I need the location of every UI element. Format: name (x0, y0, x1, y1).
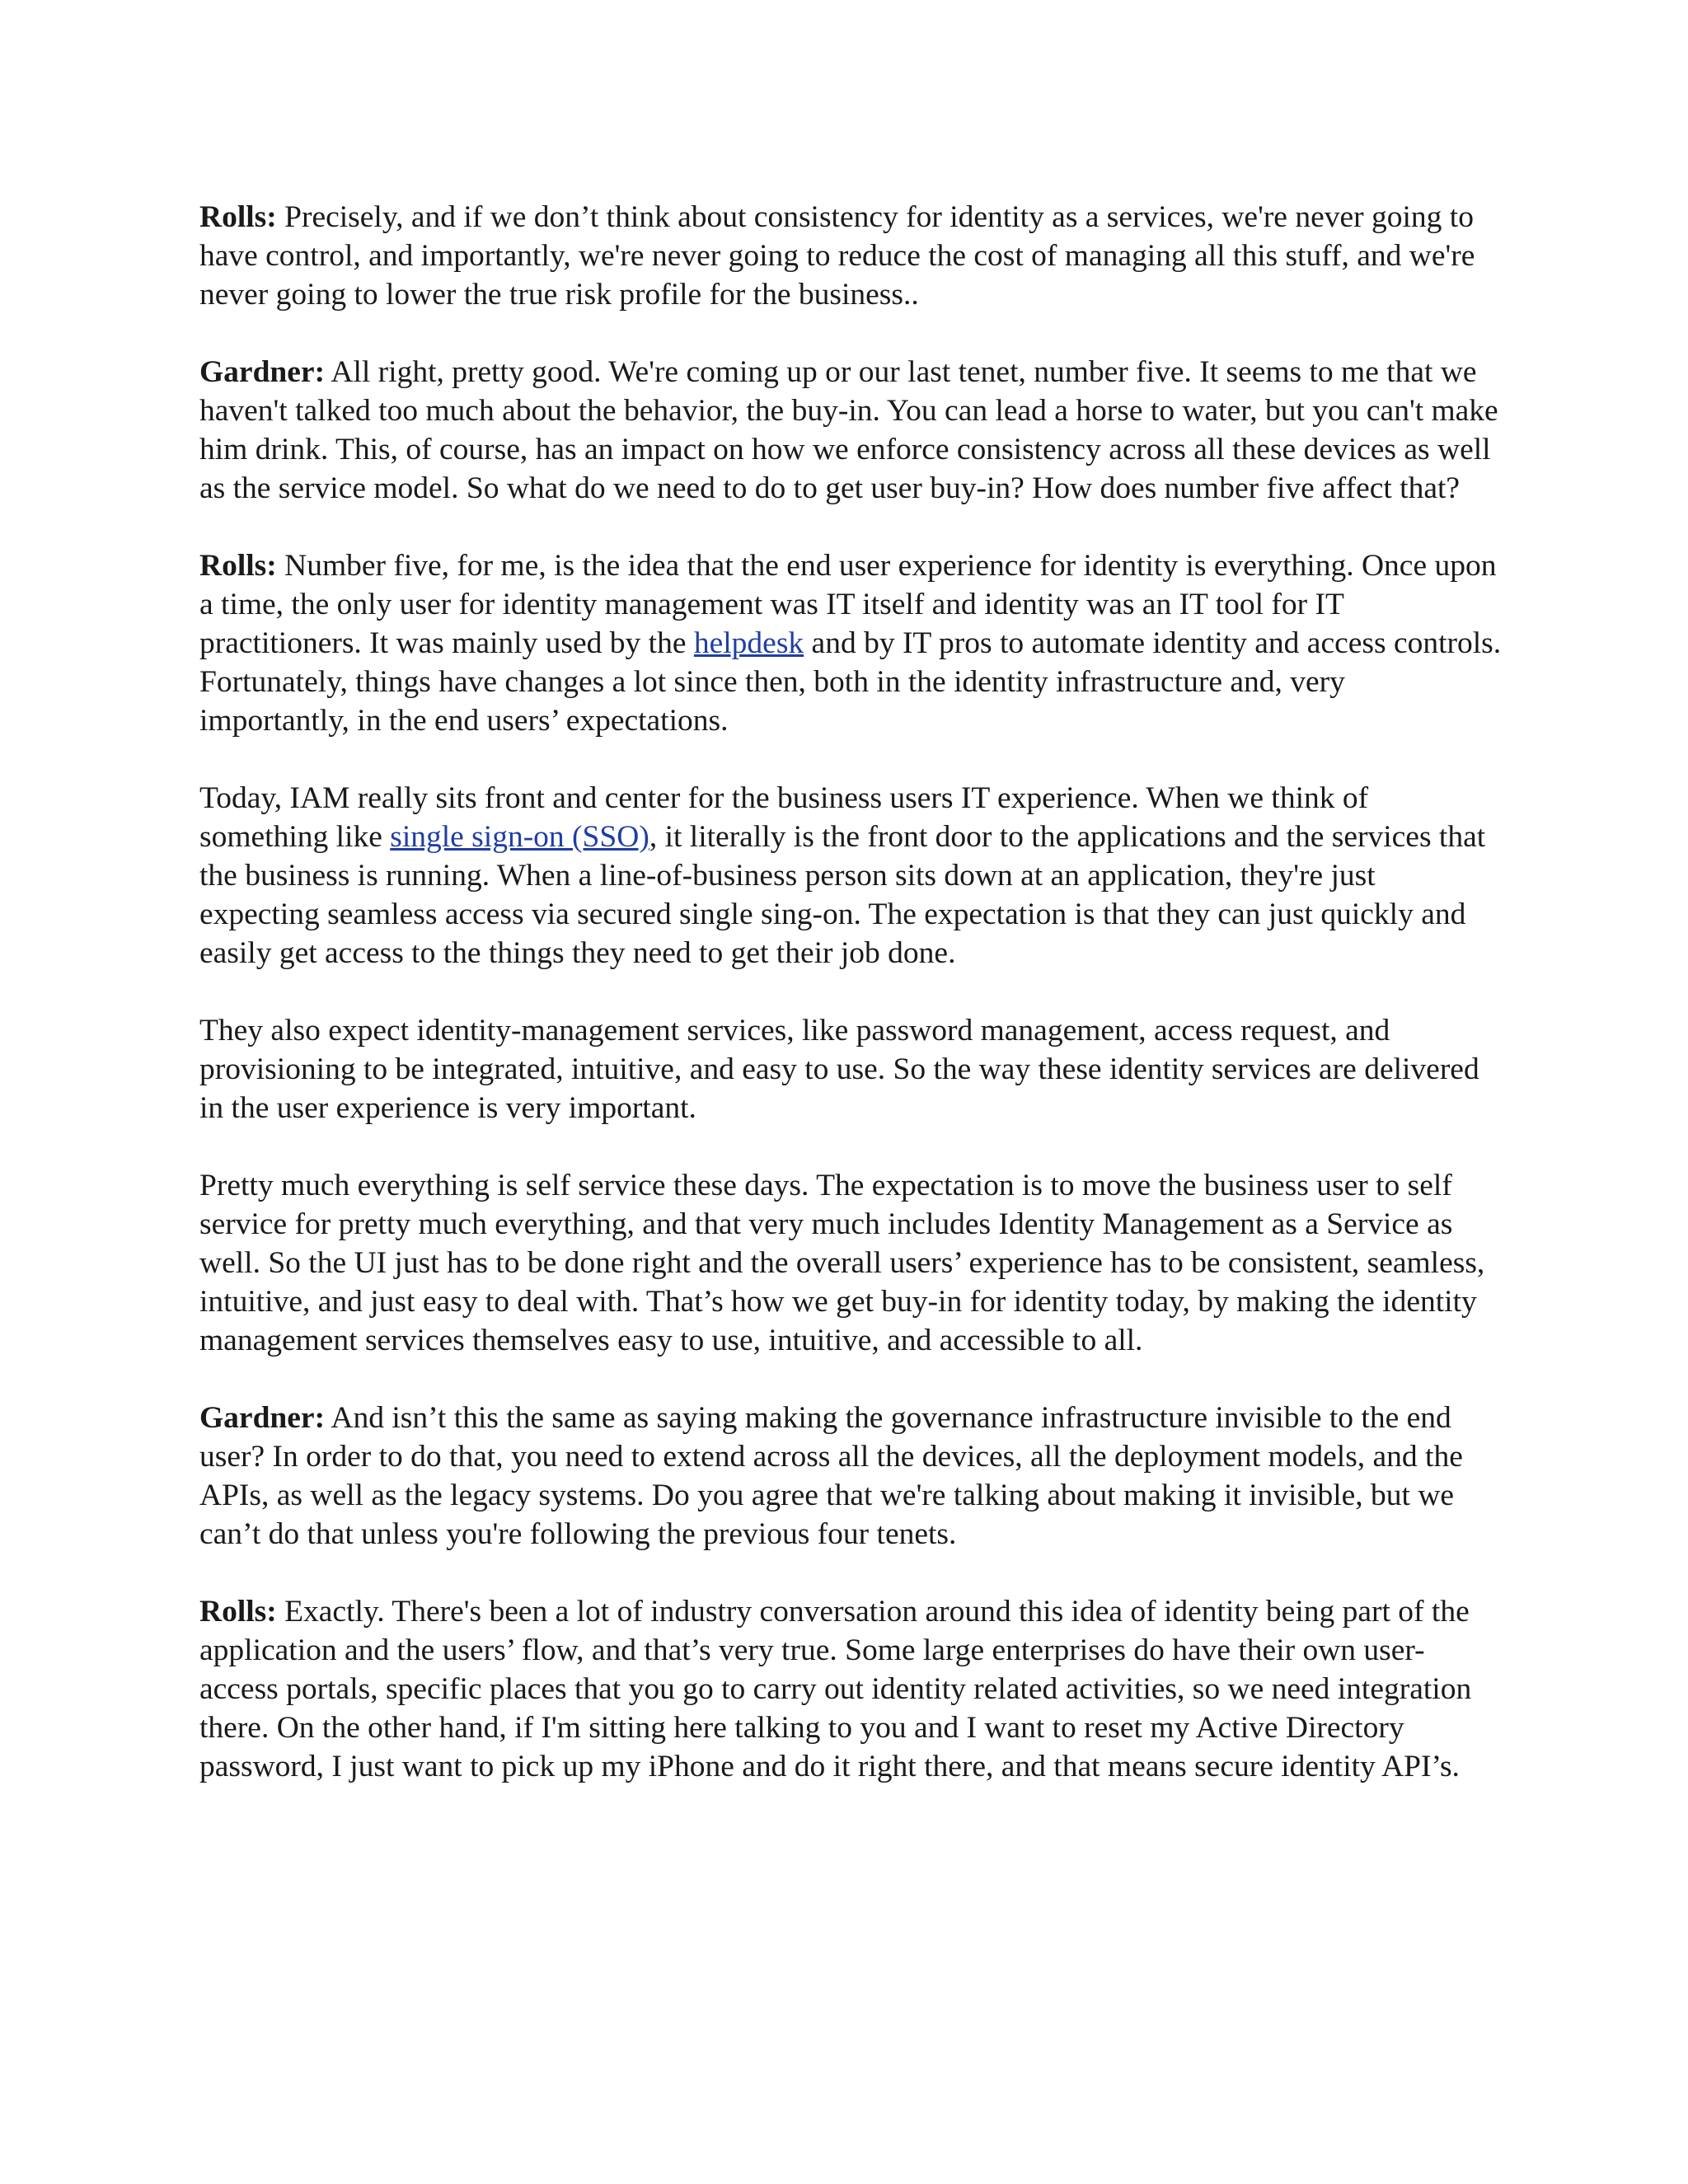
paragraph-text: Exactly. There's been a lot of industry conversation around this idea of identity being part of the application and the users’ flow, and that’s very true. Some large enterprises do have their own user-access portals, specific places that you go to carry out identity related activities, so we need integration there. On the other hand, if I'm sitting here talking to you and I want to reset my Active Directory password, I just want to pick up my iPhone and do it right there, and that means secure identity API’s. (199, 1595, 1472, 1783)
paragraph-2 (199, 353, 1502, 508)
paragraph-text: They also expect identity-management services, like password management, access request, and provisioning to be integrated, intuitive, and easy to use. So the way these identity services are delivered in the user experience is very important. (199, 1014, 1479, 1125)
paragraph-1 (199, 198, 1502, 314)
speaker-label: Rolls: (199, 1595, 277, 1629)
document-page (199, 198, 1502, 1825)
paragraph-text: and by IT pros to automate identity and access controls. Fortunately, things have changes a lot since then, both in the identity infrastructure and, very importantly, in the end users’ expectations. (199, 626, 1502, 738)
paragraph-8 (199, 1592, 1502, 1786)
speaker-label: Rolls: (199, 549, 277, 583)
speaker-label: Rolls: (199, 200, 277, 234)
sso-link[interactable]: single sign-on (SSO) (390, 820, 649, 854)
paragraph-text: Precisely, and if we don’t think about consistency for identity as a services, we're never going to have control, and importantly, we're never going to reduce the cost of managing all this stuff, and we're never going to lower the true risk profile for the business.. (199, 200, 1475, 312)
paragraph-text: Number five, for me, is the idea that the end user experience for identity is everything. Once upon a time, the only user for identity management was IT itself and identity was an IT tool for IT practitioners. It was mainly used by the (199, 549, 1497, 660)
paragraph-4 (199, 779, 1502, 972)
paragraph-text: And isn’t this the same as saying making the governance infrastructure invisible to the end user? In order to do that, you need to extend across all the devices, all the deployment models, and the APIs, as well as the legacy systems. Do you agree that we're talking about making it invisible, but we can’t do that unless you're following the previous four tenets. (199, 1401, 1463, 1551)
helpdesk-link[interactable]: helpdesk (693, 626, 804, 660)
paragraph-text: All right, pretty good. We're coming up or our last tenet, number five. It seems to me that we haven't talked too much about the behavior, the buy-in. You can lead a horse to water, but you can't make him drink. This, of course, has an impact on how we enforce consistency across all these devices as well as the service model. So what do we need to do to get user buy-in? How does number five affect that? (199, 355, 1498, 505)
paragraph-text: Today, IAM really sits front and center for the business users IT experience. When we think of something like (199, 781, 1369, 854)
paragraph-7 (199, 1399, 1502, 1554)
paragraph-text: Pretty much everything is self service these days. The expectation is to move the business user to self service for pretty much everything, and that very much includes Identity Management as a Service as well. So the UI just has to be done right and the overall users’ experience has to be consistent, seamless, intuitive, and just easy to deal with. That’s how we get buy-in for identity today, by making the identity management services themselves easy to use, intuitive, and accessible to all. (199, 1169, 1485, 1357)
speaker-label: Gardner: (199, 355, 326, 389)
speaker-label: Gardner: (199, 1401, 326, 1435)
paragraph-text: , it literally is the front door to the applications and the services that the business is running. When a line-of-business person sits down at an application, they're just expecting seamless access via secured single sing-on. The expectation is that they can just quickly and easily get access to the things they need to get their job done. (199, 820, 1486, 970)
paragraph-3 (199, 546, 1502, 740)
paragraph-6 (199, 1166, 1502, 1360)
paragraph-5 (199, 1011, 1502, 1127)
